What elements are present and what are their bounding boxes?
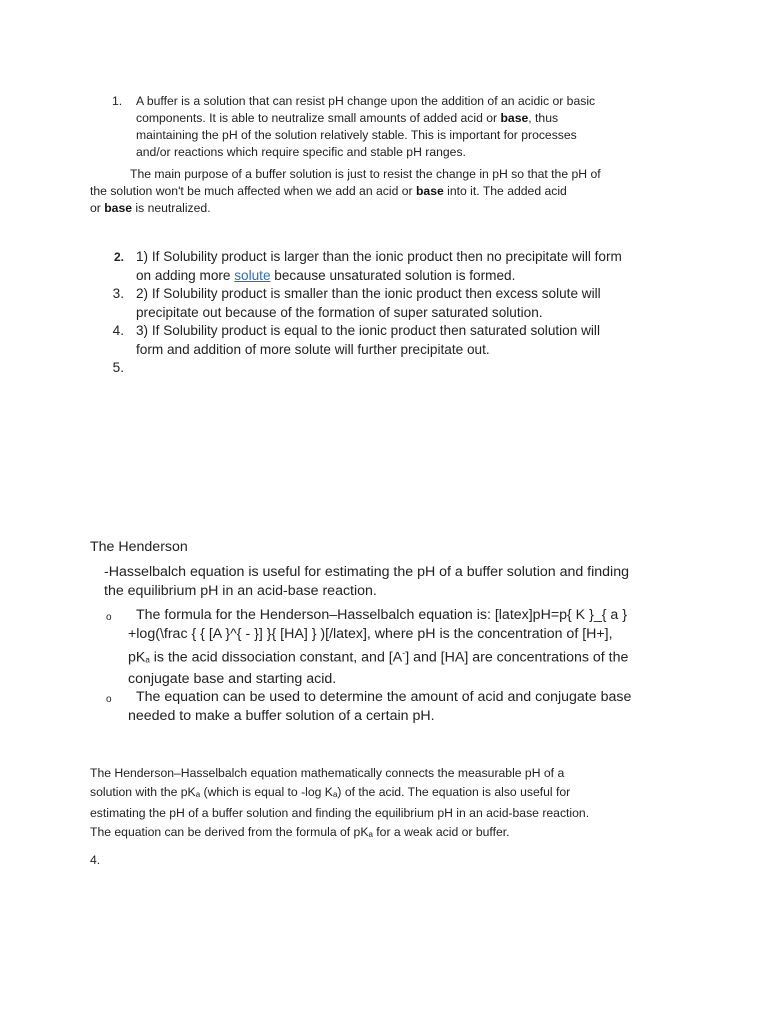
list-item [104,359,684,378]
text-line: A buffer is a solution that can resist pH change upon the addition of an acidic or basic [136,94,596,108]
solute-link[interactable]: solute [234,267,271,283]
buffer-definition-item [136,93,676,161]
text-line: The formula for the Henderson–Hasselbalch equation is: [latex]pH=p{ K }_{ a } [136,607,627,623]
formula-bullet [104,606,704,689]
text-line: -Hasselbalch equation is useful for estimating the pH of a buffer solution and finding [104,564,629,580]
text-line: the equilibrium pH in an acid-base reaction. [104,583,377,599]
text-line: The equation can be used to determine the amount of acid and conjugate base [136,689,632,705]
list-marker: 3. [112,286,124,301]
henderson-summary-paragraph [90,764,690,844]
text-line: conjugate base and starting acid. [128,670,337,687]
text-line: the solution won't be much affected when we add an acid or base into it. The added acid [90,184,567,198]
list-marker: 2. [113,250,124,264]
bullet-icon: o [106,694,112,705]
text-line: estimating the pH of a buffer solution and finding the equilibrium pH in an acid-base reaction. [90,806,590,820]
text-line: form and addition of more solute will further precipitate out. [136,341,490,357]
final-list-marker: 4. [90,853,101,867]
text-line: needed to make a buffer solution of a certain pH. [128,708,435,724]
bullet-icon: o [106,612,112,623]
solubility-list [104,248,684,378]
text-line: 1) If Solubility product is larger than the ionic product then no precipitate will form [136,249,622,264]
text-line: 3) If Solubility product is equal to the ionic product then saturated solution will [136,323,600,338]
text-line: maintaining the pH of the solution relatively stable. This is important for processes [136,128,577,142]
text-line: 2) If Solubility product is smaller than the ionic product then excess solute will [136,286,601,301]
list-marker: 5. [112,360,124,375]
henderson-heading: The Henderson [90,539,188,555]
list-item [104,248,684,285]
text-line: The Henderson–Hasselbalch equation mathematically connects the measurable pH of a [90,766,565,780]
henderson-intro [104,563,704,601]
list-marker-1: 1. [112,94,123,108]
list-marker: 4. [112,323,124,338]
buffer-purpose-paragraph [90,166,690,217]
text-line: or base is neutralized. [90,201,211,215]
text-line: on adding more solute because unsaturated solution is formed. [136,267,516,283]
text-line: and/or reactions which require specific and stable pH ranges. [136,145,466,159]
list-item [104,322,684,359]
list-item [104,285,684,322]
usage-bullet [104,688,704,726]
text-line: $pK_a$ is the acid dissociation constant, and [A-] and [HA] are concentrations of the [128,648,629,666]
text-line: +log(\frac { { [A }^{ - }] }{ [HA] } )[/latex], where pH is the concentration of [H+], [128,626,613,642]
text-line: components. It is able to neutralize small amounts of added acid or base, thus [136,111,559,125]
text-line: precipitate out because of the formation of super saturated solution. [136,304,543,320]
text-line: solution with the $pK_a$ (which is equal to -log $K_a$) of the acid. The equation is also useful for [90,784,571,799]
text-line: The equation can be derived from the formula of $pK_a$ for a weak acid or buffer. [90,824,510,839]
text-line: The main purpose of a buffer solution is just to resist the change in pH so that the pH of [130,167,601,181]
